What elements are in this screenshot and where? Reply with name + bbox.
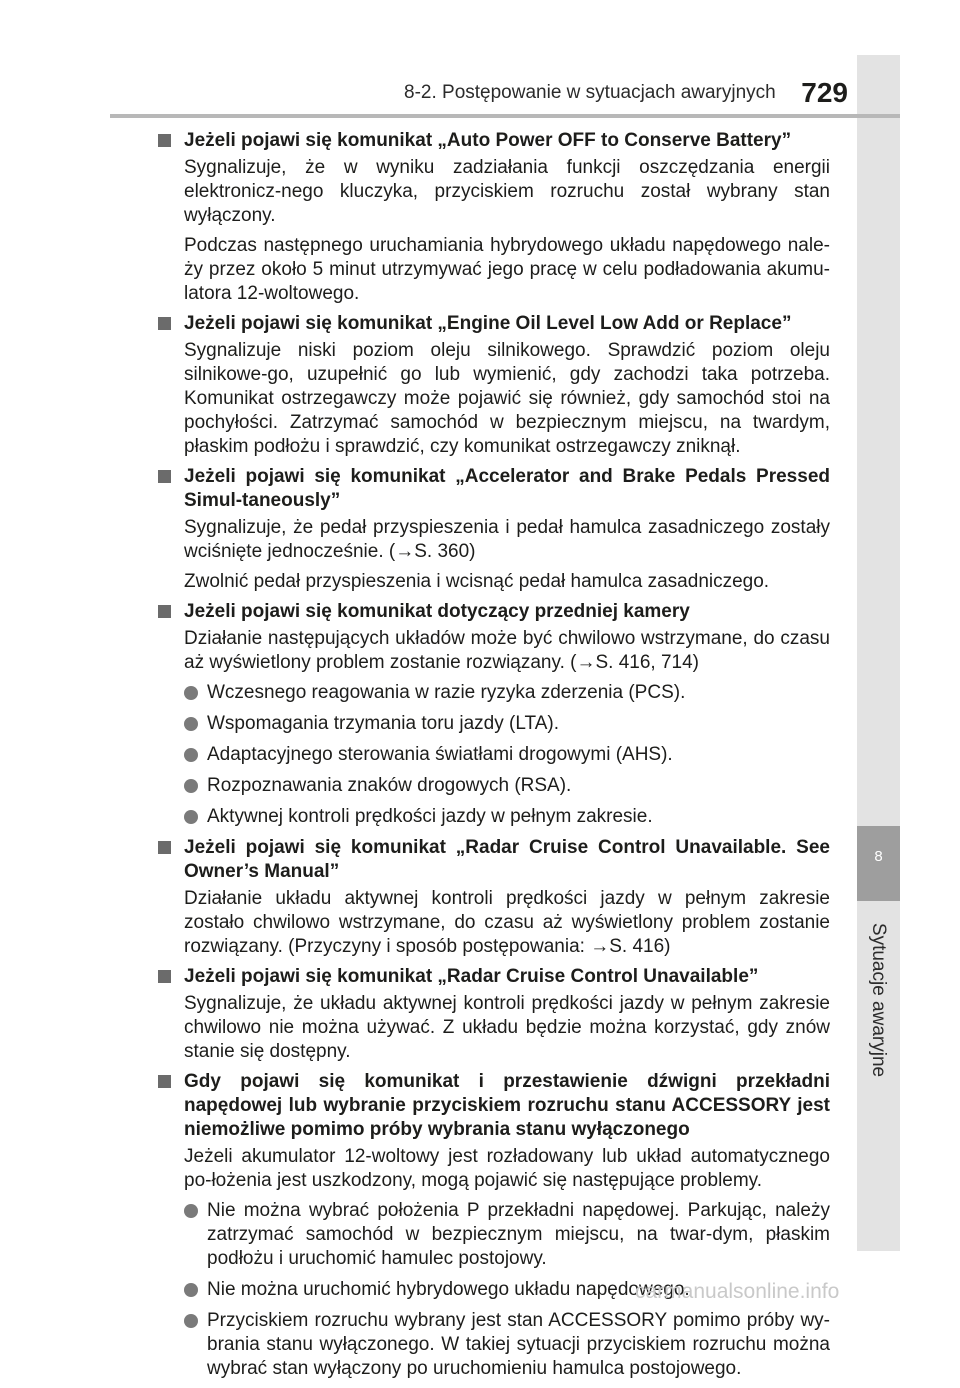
section-heading <box>158 1070 830 1142</box>
list-item: Aktywnej kontroli prędkości jazdy w pełnym zakresie. <box>184 805 830 829</box>
page-number: 729 <box>801 77 848 108</box>
square-bullet-icon <box>158 134 171 147</box>
round-bullet-icon <box>184 1283 198 1297</box>
round-bullet-icon <box>184 779 198 793</box>
paragraph: Sygnalizuje, że układu aktywnej kontroli prędkości jazdy w pełnym zakresie chwilowo nie można używać. Z układu będzie można korzystać, gdy znów stanie się dostępny. <box>184 993 830 1062</box>
list-item: Nie można wybrać położenia P przekładni napędowej. Parkując, należy zatrzymać samochód w bezpiecznym miejscu, na twar-dym, płaskim podłożu i uruchomić hamulec postojowy. <box>184 1199 830 1271</box>
paragraph: Sygnalizuje niski poziom oleju silnikowego. Sprawdzić poziom oleju silnikowe-go, uzupełnić go lub wymienić, gdy zachodzi taka potrzeba. Komunikat ostrzegawczy może pojawić się również, gdy samochód stoi na pochyłości. Zatrzymać samochód w bezpiecznym miejscu, na twardym, płaskim podłożu i sprawdzić, czy komunikat ostrzegawczy zniknął. <box>184 340 830 457</box>
chapter-number: 8 <box>874 848 883 865</box>
list-item: Rozpoznawania znaków drogowych (RSA). <box>184 774 830 798</box>
section-heading <box>158 312 830 336</box>
section-title: 8-2. Postępowanie w sytuacjach awaryjnych <box>404 82 776 103</box>
paragraph: Podczas następnego uruchamiania hybrydowego układu napędowego nale-ży przez około 5 minut utrzymywać jego pracę w celu podładowania akumu-latora 12-woltowego. <box>184 235 830 304</box>
round-bullet-icon <box>184 810 198 824</box>
section-heading <box>158 465 830 513</box>
paragraph: Sygnalizuje, że w wyniku zadziałania funkcji oszczędzania energii elektronicz-nego kluczyka, przyciskiem rozruchu został wybrany stan wyłączony. <box>184 157 830 226</box>
square-bullet-icon <box>158 605 171 618</box>
square-bullet-icon <box>158 470 171 483</box>
list-item: Wczesnego reagowania w razie ryzyka zderzenia (PCS). <box>184 681 830 705</box>
section-heading <box>158 836 830 884</box>
section-heading <box>158 129 830 153</box>
paragraph: Zwolnić pedał przyspieszenia i wcisnąć pedał hamulca zasadniczego. <box>184 571 770 592</box>
round-bullet-icon <box>184 1314 198 1328</box>
page-content <box>158 129 830 1388</box>
paragraph: Działanie układu aktywnej kontroli prędkości jazdy w pełnym zakresie zostało chwilowo wstrzymane, do czasu aż wyświetlony problem zostanie rozwiązany. (Przyczyny i sposób postępowania: →S. 416) <box>184 888 830 957</box>
section-heading <box>158 965 830 989</box>
header-divider <box>110 114 900 118</box>
section-heading <box>158 600 830 624</box>
heading-text: Jeżeli pojawi się komunikat „Engine Oil Level Low Add or Replace” <box>184 313 792 334</box>
list-item: Przyciskiem rozruchu wybrany jest stan ACCESSORY pomimo próby wy-brania stanu wyłączonego. W takiej sytuacji przyciskiem rozruchu można wybrać stan wyłączony po uruchomieniu hamulca postojowego. <box>184 1309 830 1381</box>
square-bullet-icon <box>158 970 171 983</box>
heading-text: Jeżeli pojawi się komunikat „Radar Cruise Control Unavailable” <box>184 966 759 987</box>
heading-text: Gdy pojawi się komunikat i przestawienie dźwigni przekładni napędowej lub wybranie przyciskiem rozruchu stanu ACCESSORY jest niemożliwe pomimo próby wybrania stanu wyłączonego <box>184 1071 830 1140</box>
list-item: Nie można uruchomić hybrydowego układu napędowego. <box>184 1278 830 1302</box>
square-bullet-icon <box>158 1075 171 1088</box>
round-bullet-icon <box>184 748 198 762</box>
paragraph: Działanie następujących układów może być chwilowo wstrzymane, do czasu aż wyświetlony problem zostanie rozwiązany. (→S. 416, 714) <box>184 628 830 673</box>
square-bullet-icon <box>158 841 171 854</box>
watermark: carmanualsonline.info <box>635 1280 840 1303</box>
chapter-label: Sytuacje awaryjne <box>868 922 889 1078</box>
paragraph: Sygnalizuje, że pedał przyspieszenia i pedał hamulca zasadniczego zostały wciśnięte jednocześnie. (→S. 360) <box>184 517 830 562</box>
list-item: Adaptacyjnego sterowania światłami drogowymi (AHS). <box>184 743 830 767</box>
heading-text: Jeżeli pojawi się komunikat „Auto Power OFF to Conserve Battery” <box>184 130 792 151</box>
heading-text: Jeżeli pojawi się komunikat „Accelerator and Brake Pedals Pressed Simul-taneously” <box>184 466 830 511</box>
square-bullet-icon <box>158 317 171 330</box>
bullet-list <box>184 681 830 829</box>
heading-text: Jeżeli pojawi się komunikat dotyczący przedniej kamery <box>184 601 690 622</box>
paragraph: Jeżeli akumulator 12-woltowy jest rozładowany lub układ automatycznego po-łożenia jest uszkodzony, mogą pojawić się następujące problemy. <box>184 1146 830 1191</box>
heading-text: Jeżeli pojawi się komunikat „Radar Cruise Control Unavailable. See Owner’s Manual” <box>184 837 830 882</box>
round-bullet-icon <box>184 717 198 731</box>
round-bullet-icon <box>184 686 198 700</box>
round-bullet-icon <box>184 1204 198 1218</box>
list-item: Wspomagania trzymania toru jazdy (LTA). <box>184 712 830 736</box>
